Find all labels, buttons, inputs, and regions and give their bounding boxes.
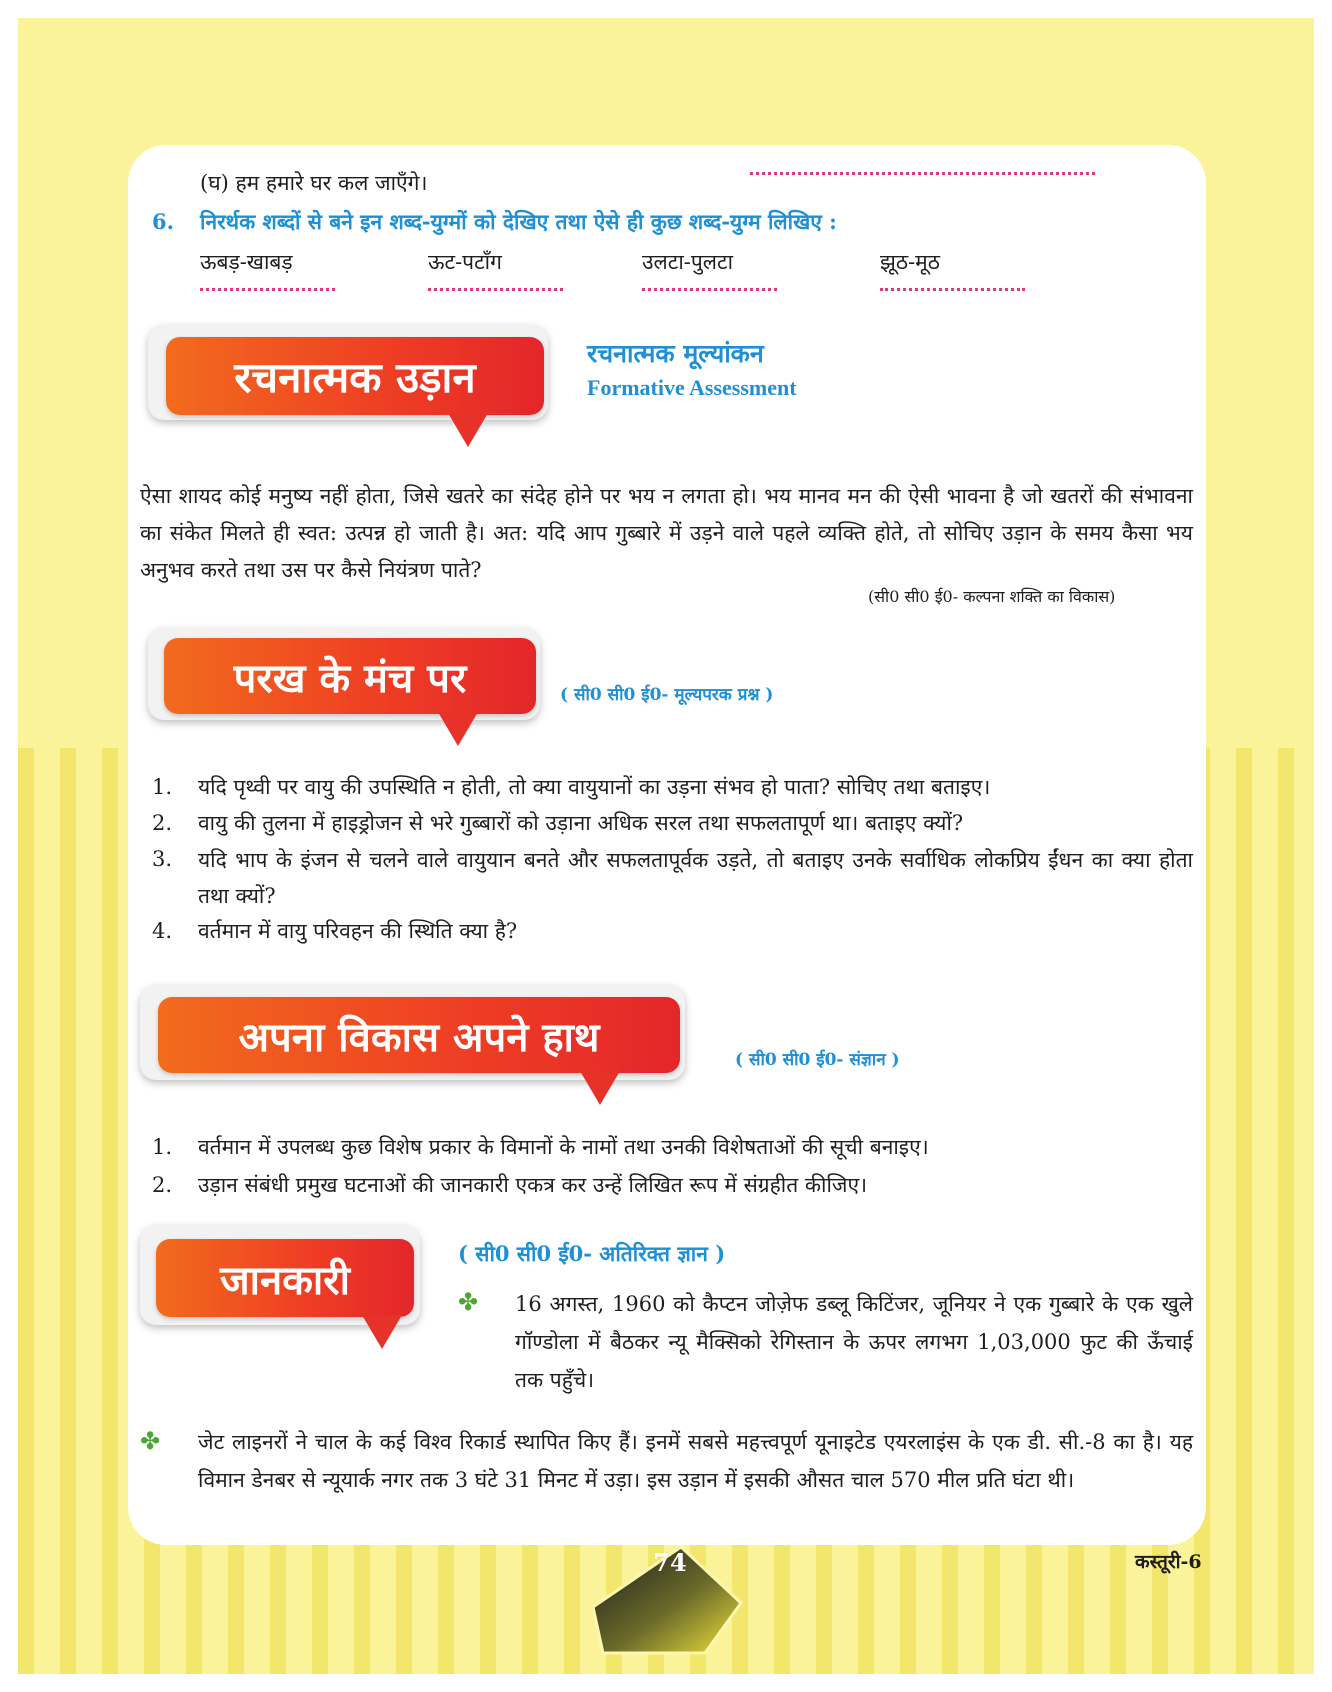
answer-line: [642, 288, 777, 291]
answer-line: [880, 288, 1025, 291]
banner-label: जानकारी: [156, 1239, 414, 1317]
section-title-english: Formative Assessment: [587, 375, 797, 400]
list-num: 3.: [152, 847, 173, 871]
list-num: 2.: [152, 1173, 173, 1197]
list-num: 2.: [152, 811, 173, 835]
list-item: यदि पृथ्वी पर वायु की उपस्थिति न होती, तो क्या वायुयानों का उड़ना संभव हो पाता? सोचिए तथा बताइए।: [198, 775, 991, 799]
banner-creative-flight: [148, 325, 558, 455]
list-item: वर्तमान में उपलब्ध कुछ विशेष प्रकार के विमानों के नामों तथा उनकी विशेषताओं की सूची बनाइए।: [198, 1135, 929, 1159]
banner-self-development: [140, 985, 700, 1115]
answer-line: [200, 288, 335, 291]
info-bullet: 16 अगस्त, 1960 को कैप्टन जोज़ेफ डब्लू किटिंजर, जूनियर ने एक गुब्बारे के एक खुले गॉण्डोला में बैठकर न्यू मैक्सिको रेगिस्तान के ऊपर लगभग 1,03,000 फुट की ऊँचाई तक पहुँचे।: [515, 1292, 1193, 1392]
ccE-tag: ( सी0 सी0 ई0- मूल्यपरक प्रश्न ): [560, 685, 774, 705]
info-bullet: जेट लाइनरों ने चाल के कई विश्व रिकार्ड स्थापित किए हैं। इनमें सबसे महत्त्वपूर्ण यूनाइटेड एयरलाइंस के एक डी. सी.-8 का है। यह विमान डेनबर से न्यूयार्क नगर तक 3 घंटे 31 मिनट में उड़ा। इस उड़ान में इसकी औसत चाल 570 मील प्रति घंटा थी।: [198, 1430, 1193, 1492]
answer-line: [750, 172, 1095, 175]
section-title-hindi: रचनात्मक मूल्यांकन: [587, 339, 764, 368]
paragraph: ऐसा शायद कोई मनुष्य नहीं होता, जिसे खतरे का संदेह होने पर भय न लगता हो। भय मानव मन की ऐसी भावना है जो खतरों की संभावना का संकेत मिलते ही स्वत: उत्पन्न हो जाती है। अत: यदि आप गुब्बारे में उड़ने वाले पहले व्यक्ति होते, तो सोचिए उड़ान के समय कैसा भय अनुभव करते तथा उस पर कैसे नियंत्रण पाते?: [140, 484, 1193, 582]
banner-label: रचनात्मक उड़ान: [166, 337, 544, 415]
banner-test-stage: [148, 628, 548, 753]
list-num: 1.: [152, 1135, 173, 1159]
question-number: 6.: [152, 209, 174, 234]
ccE-tag: ( सी0 सी0 ई0- संज्ञान ): [735, 1050, 900, 1070]
book-title: कस्तूरी-6: [1135, 1551, 1202, 1573]
page-number: 74: [653, 1548, 687, 1577]
list-item: वायु की तुलना में हाइड्रोजन से भरे गुब्बारों को उड़ाना अधिक सरल तथा सफलतापूर्ण था। बताइए क्यों?: [198, 811, 964, 835]
banner-information: [140, 1225, 440, 1360]
bullet-clover-icon: ✤: [140, 1427, 161, 1455]
list-num: 1.: [152, 775, 173, 799]
answer-line: [428, 288, 563, 291]
list-num: 4.: [152, 919, 173, 943]
ccE-tag: ( सी0 सी0 ई0- अतिरिक्त ज्ञान ): [458, 1241, 726, 1266]
list-item: यदि भाप के इंजन से चलने वाले वायुयान बनते और सफलतापूर्वक उड़ते, तो बताइए उनके सर्वाधिक लोकप्रिय ईंधन का क्या होता तथा क्यों?: [198, 848, 1193, 908]
banner-label: अपना विकास अपने हाथ: [158, 997, 680, 1073]
question-text: निरर्थक शब्दों से बने इन शब्द-युग्मों को देखिए तथा ऐसे ही कुछ शब्द-युग्म लिखिए :: [200, 209, 837, 234]
ccE-note: (सी0 सी0 ई0- कल्पना शक्ति का विकास): [868, 587, 1116, 606]
list-item: उड़ान संबंधी प्रमुख घटनाओं की जानकारी एकत्र कर उन्हें लिखित रूप में संग्रहीत कीजिए।: [198, 1173, 868, 1197]
word-pair: उलटा-पुलटा: [642, 250, 734, 274]
word-pair: ऊट-पटाँग: [428, 250, 502, 274]
word-pair: ऊबड़-खाबड़: [200, 250, 293, 274]
item-gha: (घ) हम हमारे घर कल जाएँगे।: [200, 171, 428, 195]
list-item: वर्तमान में वायु परिवहन की स्थिति क्या है?: [198, 919, 518, 943]
word-pair: झूठ-मूठ: [880, 250, 940, 274]
bullet-clover-icon: ✤: [458, 1288, 479, 1316]
banner-label: परख के मंच पर: [164, 638, 536, 714]
